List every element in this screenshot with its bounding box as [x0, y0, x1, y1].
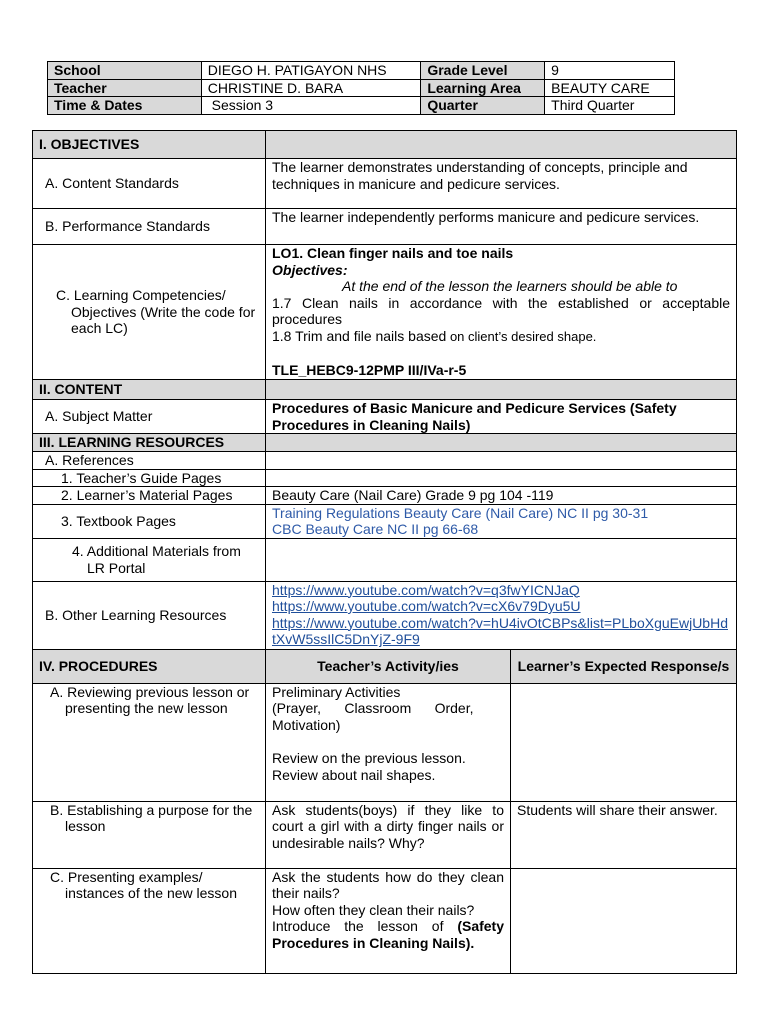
header-row-teacher	[48, 79, 675, 97]
competencies-value-cell	[266, 245, 737, 380]
objectives-header-blank	[266, 131, 737, 159]
grade-label: Grade Level	[421, 62, 545, 80]
objectives-header-row	[33, 131, 737, 159]
youtube-link-1[interactable]	[272, 582, 730, 599]
header-row-time	[48, 97, 675, 115]
procedure-a-teacher-1: Preliminary Activities	[272, 683, 401, 700]
procedure-b-row	[33, 801, 737, 868]
procedures-title: IV. PROCEDURES	[33, 649, 266, 683]
school-label: School	[48, 62, 202, 80]
procedure-a-teacher-2: (Prayer, Classroom Order, Motivation)	[272, 700, 478, 733]
learners-material-row	[33, 487, 737, 505]
procedure-c-teacher-2: How often they clean their nails?	[272, 901, 475, 918]
teacher-activity-header: Teacher’s Activity/ies	[266, 649, 511, 683]
additional-materials-cell	[33, 538, 266, 581]
teacher-label: Teacher	[48, 79, 202, 97]
procedure-a-label: A. Reviewing previous lesson or presenting the new lesson	[50, 683, 250, 716]
lo-title: LO1. Clean finger nails and toe nails	[272, 245, 514, 261]
textbook-label: 3. Textbook Pages	[33, 504, 266, 538]
procedure-c-teacher-1: Ask the students how do they clean their nails?	[272, 868, 504, 901]
objective-2	[272, 328, 730, 346]
youtube-link-2-anchor[interactable]: https://www.youtube.com/watch?v=cX6v79Dyu5U	[272, 598, 581, 614]
time-label: Time & Dates	[48, 97, 202, 115]
objectives-intro: At the end of the lesson the learners should be able to	[342, 278, 678, 294]
performance-standards-row	[33, 209, 737, 245]
other-resources-label: B. Other Learning Resources	[33, 581, 266, 649]
youtube-link-3[interactable]	[272, 615, 730, 648]
content-standards-label: A. Content Standards	[33, 159, 266, 209]
procedure-c-teacher-cell	[266, 868, 511, 973]
grade-value: 9	[545, 62, 675, 80]
teachers-guide-value	[266, 469, 737, 487]
references-row	[33, 452, 737, 470]
quarter-value: Third Quarter	[545, 97, 675, 115]
subject-matter-label: A. Subject Matter	[33, 400, 266, 434]
lesson-plan-table	[32, 130, 737, 974]
content-header-row	[33, 380, 737, 400]
procedure-c-label-cell	[33, 868, 266, 973]
header-table	[47, 61, 675, 115]
procedure-a-teacher-cell	[266, 683, 511, 801]
subject-matter-value: Procedures of Basic Manicure and Pedicure Services (Safety Procedures in Cleaning Nails)	[266, 400, 737, 434]
procedure-b-label-cell	[33, 801, 266, 868]
youtube-link-1-anchor[interactable]: https://www.youtube.com/watch?v=q3fwYICNJaQ	[272, 581, 580, 598]
additional-materials-value	[266, 538, 737, 581]
procedure-c-teacher-3a: Introduce the lesson of	[272, 918, 458, 934]
procedure-c-teacher-3	[272, 918, 504, 951]
procedure-c-row	[33, 868, 737, 973]
area-value: BEAUTY CARE	[545, 79, 675, 97]
textbook-value-cell	[266, 504, 737, 538]
other-resources-links	[266, 581, 737, 649]
procedure-c-learner-cell	[511, 868, 737, 973]
objective-2-part-a: 1.8 Trim and file nails based	[272, 327, 447, 344]
procedure-b-teacher: Ask students(boys) if they like to court a girl with a dirty finger nails or undesirable nails? Why?	[266, 801, 511, 868]
learners-material-label: 2. Learner’s Material Pages	[33, 487, 266, 505]
additional-materials-label: 4. Additional Materials from LR Portal	[72, 543, 241, 576]
other-resources-row	[33, 581, 737, 649]
resources-header-row	[33, 434, 737, 452]
area-label: Learning Area	[421, 79, 545, 97]
references-value	[266, 452, 737, 470]
procedure-b-learner: Students will share their answer.	[511, 801, 737, 868]
textbook-reference-2: CBC Beauty Care NC II pg 66-68	[272, 521, 479, 537]
objectives-title: I. OBJECTIVES	[33, 131, 266, 159]
spacer	[272, 345, 730, 362]
school-value: DIEGO H. PATIGAYON NHS	[201, 62, 421, 80]
header-row-school	[48, 62, 675, 80]
procedure-a-teacher-3: Review on the previous lesson.	[272, 750, 466, 766]
teachers-guide-row	[33, 469, 737, 487]
procedures-header-row	[33, 649, 737, 683]
teachers-guide-label: 1. Teacher’s Guide Pages	[33, 469, 266, 487]
procedure-a-label-cell	[33, 683, 266, 801]
procedure-c-label: C. Presenting examples/ instances of the new lesson	[50, 868, 237, 901]
references-label: A. References	[33, 452, 266, 470]
learners-material-value: Beauty Care (Nail Care) Grade 9 pg 104 -119	[266, 487, 737, 505]
procedure-a-teacher-4: Review about nail shapes.	[272, 766, 436, 783]
spacer	[272, 733, 504, 750]
competency-code: TLE_HEBC9-12PMP III/IVa-r-5	[272, 362, 467, 378]
objectives-heading: Objectives:	[272, 261, 348, 278]
textbook-row	[33, 504, 737, 538]
time-value: Session 3	[201, 97, 421, 115]
objective-1: 1.7 Clean nails in accordance with the established or acceptable procedures	[272, 294, 730, 327]
procedure-c-teacher-3b: (Safety Procedures in Cleaning Nails).	[272, 918, 504, 951]
youtube-link-3-anchor[interactable]: https://www.youtube.com/watch?v=hU4ivOtCBPs&list=PLboXguEwjUbHdtXvW5ssIlC5DnYjZ-9F9	[272, 614, 728, 647]
objective-2-part-b: on client’s desired shape.	[446, 328, 597, 344]
quarter-label: Quarter	[421, 97, 545, 115]
content-standards-row	[33, 159, 737, 209]
additional-materials-row	[33, 538, 737, 581]
competencies-label: C. Learning Competencies/ Objectives (Write the code for each LC)	[56, 287, 256, 337]
competencies-row	[33, 245, 737, 380]
learner-response-header: Learner’s Expected Response/s	[511, 649, 737, 683]
subject-matter-row	[33, 400, 737, 434]
textbook-reference-1: Training Regulations Beauty Care (Nail Care) NC II pg 30-31	[272, 504, 649, 521]
youtube-link-2[interactable]	[272, 598, 730, 615]
resources-title: III. LEARNING RESOURCES	[33, 434, 266, 452]
procedure-b-label: B. Establishing a purpose for the lesson	[50, 801, 253, 834]
performance-standards-label: B. Performance Standards	[33, 209, 266, 245]
teacher-value: CHRISTINE D. BARA	[201, 79, 421, 97]
competencies-label-cell	[33, 245, 266, 380]
content-header-blank	[266, 380, 737, 400]
procedure-a-row	[33, 683, 737, 801]
content-title: II. CONTENT	[33, 380, 266, 400]
performance-standards-value: The learner independently performs manicure and pedicure services.	[266, 209, 737, 245]
resources-header-blank	[266, 434, 737, 452]
content-standards-value: The learner demonstrates understanding of concepts, principle and techniques in manicure and pedicure services.	[266, 159, 737, 209]
procedure-a-learner-cell	[511, 683, 737, 801]
